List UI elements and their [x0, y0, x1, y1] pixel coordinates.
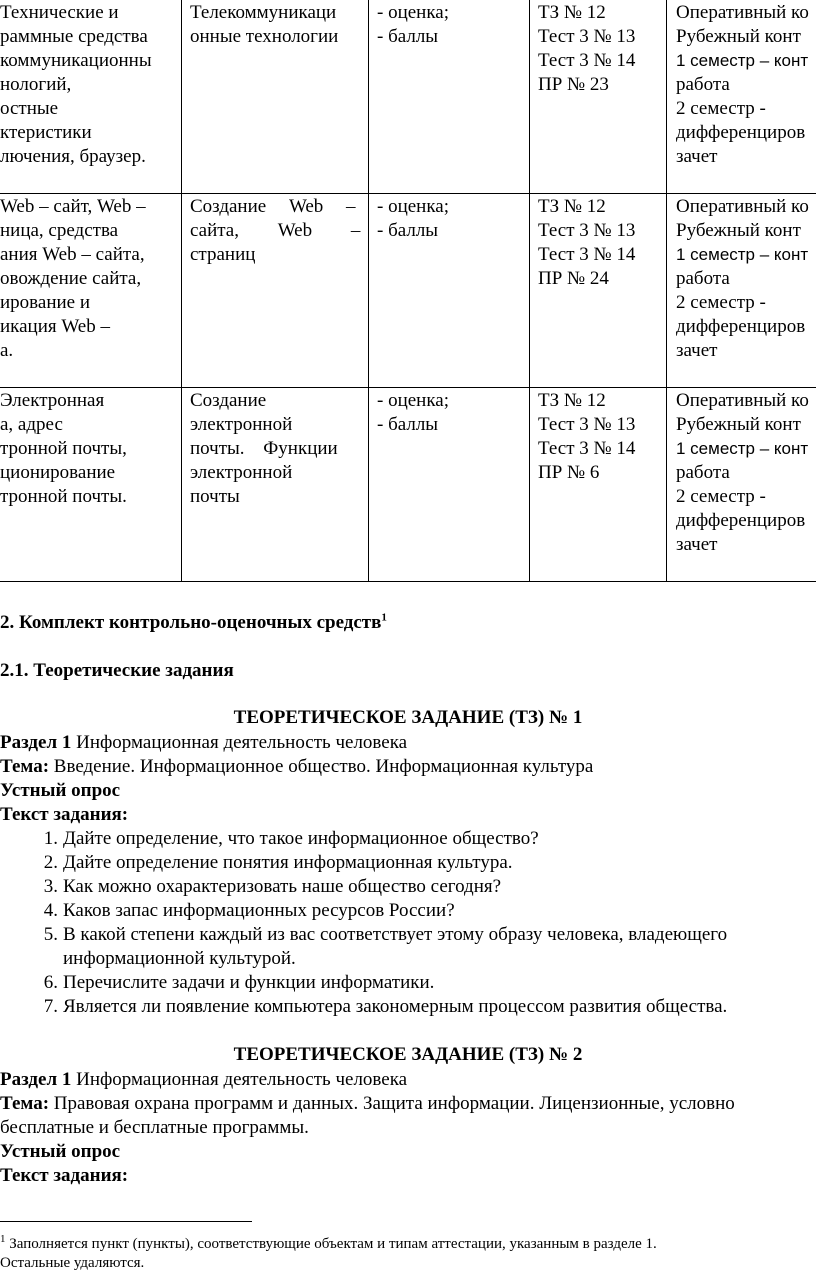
footnote-ref: 1: [381, 611, 387, 624]
list-item: [0, 995, 816, 1019]
cell-line: коммуникационны: [0, 50, 152, 71]
cell-line: почты: [190, 486, 240, 507]
table-col-rule: [529, 0, 530, 582]
cell-line: Оперативный ко: [676, 196, 809, 217]
cell-line: - баллы: [377, 26, 439, 47]
section-heading-text: 2. Комплект контрольно-оценочных средств: [0, 612, 382, 633]
table-col-rule: [666, 0, 667, 582]
list-number: 3.: [43, 876, 58, 897]
section-text: Информационная деятельность человека: [71, 1069, 408, 1090]
cell-line: тронной почты.: [0, 486, 127, 507]
list-item: [0, 899, 816, 923]
cell-line: - баллы: [377, 414, 439, 435]
cell-line: почты. Функции: [190, 438, 338, 459]
section-label: Раздел 1: [0, 732, 72, 753]
topic-label: Тема:: [0, 1093, 50, 1114]
cell-line: ТЗ № 12: [538, 2, 606, 23]
cell-line: Оперативный ко: [676, 390, 809, 411]
list-number: 1.: [43, 828, 58, 849]
control-type-cell: [676, 389, 816, 557]
section-text: Информационная деятельность человека: [71, 732, 408, 753]
control-type-cell: [676, 195, 816, 363]
subsection-heading: 2.1. Теоретические задания: [0, 660, 234, 681]
cell-line: Создание Web –: [190, 196, 356, 217]
cell-line: ционирование: [0, 462, 116, 483]
question-text: Дайте определение понятия информационная культура.: [63, 852, 513, 873]
section-label: Раздел 1: [0, 1069, 72, 1090]
question-text: Как можно охарактеризовать наше общество сегодня?: [63, 876, 502, 897]
topic-name-cell: [190, 1, 365, 49]
assessment-means-cell: [538, 389, 663, 485]
cell-line: 2 семестр -: [676, 486, 766, 507]
cell-line: дифференциров: [676, 510, 806, 531]
cell-line: ПР № 24: [538, 268, 609, 289]
list-number: 5.: [43, 924, 58, 945]
question-list: [0, 827, 816, 1019]
footnote-mark: 1: [0, 1233, 6, 1245]
task-section: [0, 1068, 407, 1092]
cell-line: - баллы: [377, 220, 439, 241]
task-topic-continued: бесплатные и бесплатные программы.: [0, 1117, 309, 1138]
topic-label: Тема:: [0, 756, 50, 777]
table-row-rule: [0, 581, 816, 582]
list-number: 2.: [43, 852, 58, 873]
cell-line: 1 семестр – конт: [676, 245, 809, 264]
cell-line: Тест 3 № 14: [538, 244, 636, 265]
cell-line: Рубежный конт: [676, 26, 801, 47]
task-text-label: Текст задания:: [0, 804, 129, 825]
cell-line: ирование и: [0, 292, 91, 313]
topic-text: Правовая охрана программ и данных. Защита информации. Лицензионные, условно: [49, 1093, 735, 1114]
footnote-continued: Остальные удаляются.: [0, 1255, 145, 1271]
topic-text: Введение. Информационное общество. Информационная культура: [49, 756, 594, 777]
task-topic: [0, 1092, 735, 1116]
topic-name-cell: [190, 195, 360, 267]
cell-line: ания Web – сайта,: [0, 244, 145, 265]
cell-line: икация Web –: [0, 316, 110, 337]
cell-line: онные технологии: [190, 26, 339, 47]
topic-content-cell: [0, 195, 178, 363]
cell-line: Тест 3 № 13: [538, 26, 636, 47]
assessment-means-cell: [538, 1, 663, 97]
cell-line: Оперативный ко: [676, 2, 809, 23]
list-item: [0, 827, 816, 851]
cell-line: Создание: [190, 390, 267, 411]
cell-line: работа: [676, 462, 730, 483]
cell-line: дифференциров: [676, 122, 806, 143]
cell-line: овождение сайта,: [0, 268, 142, 289]
cell-line: ТЗ № 12: [538, 196, 606, 217]
task-topic: [0, 755, 593, 779]
task-form: Устный опрос: [0, 1141, 121, 1162]
topic-name-cell: [190, 389, 360, 509]
cell-line: ктеристики: [0, 122, 92, 143]
cell-line: - оценка;: [377, 390, 450, 411]
task-title: ТЕОРЕТИЧЕСКОЕ ЗАДАНИЕ (ТЗ) № 2: [233, 1044, 583, 1065]
question-text: В какой степени каждый из вас соответствует этому образу человека, владеющего: [63, 924, 728, 945]
cell-line: Технические и: [0, 2, 119, 23]
result-type-cell: [377, 389, 527, 437]
cell-line: Web – сайт, Web –: [0, 196, 146, 217]
cell-line: зачет: [676, 146, 718, 167]
list-number: 6.: [43, 972, 58, 993]
result-type-cell: [377, 1, 527, 49]
question-text: Дайте определение, что такое информационное общество?: [63, 828, 539, 849]
cell-line: нологий,: [0, 74, 72, 95]
cell-line: лючения, браузер.: [0, 146, 146, 167]
cell-line: остные: [0, 98, 59, 119]
cell-line: Тест 3 № 14: [538, 50, 636, 71]
cell-line: зачет: [676, 340, 718, 361]
cell-line: дифференциров: [676, 316, 806, 337]
table-row-rule: [0, 387, 816, 388]
footnote-separator: [0, 1221, 252, 1222]
cell-line: Рубежный конт: [676, 414, 801, 435]
task-text-label: Текст задания:: [0, 1165, 129, 1186]
task-section: [0, 731, 407, 755]
topic-content-cell: [0, 389, 178, 509]
table-row-rule: [0, 193, 816, 194]
table-col-rule: [368, 0, 369, 582]
cell-line: ПР № 6: [538, 462, 600, 483]
cell-line: зачет: [676, 534, 718, 555]
list-number: 7.: [43, 996, 58, 1017]
cell-line: 1 семестр – конт: [676, 439, 809, 458]
cell-line: Тест 3 № 14: [538, 438, 636, 459]
cell-line: электронной: [190, 462, 293, 483]
cell-line: тронной почты,: [0, 438, 127, 459]
cell-line: 2 семестр -: [676, 292, 766, 313]
list-number: 4.: [43, 900, 58, 921]
list-item: [0, 875, 816, 899]
cell-line: - оценка;: [377, 2, 450, 23]
task-form: Устный опрос: [0, 780, 121, 801]
result-type-cell: [377, 195, 527, 243]
cell-line: а.: [0, 340, 14, 361]
question-text: Является ли появление компьютера закономерным процессом развития общества.: [63, 996, 728, 1017]
question-text: Каков запас информационных ресурсов России?: [63, 900, 455, 921]
cell-line: а, адрес: [0, 414, 63, 435]
cell-line: - оценка;: [377, 196, 450, 217]
cell-line: работа: [676, 268, 730, 289]
question-text: информационной культурой.: [63, 948, 296, 969]
control-type-cell: [676, 1, 816, 169]
list-item: [0, 971, 816, 995]
cell-line: Рубежный конт: [676, 220, 801, 241]
question-text: Перечислите задачи и функции информатики.: [63, 972, 435, 993]
cell-line: работа: [676, 74, 730, 95]
table-col-rule: [181, 0, 182, 582]
footnote: [0, 1235, 657, 1254]
cell-line: ТЗ № 12: [538, 390, 606, 411]
cell-line: Тест 3 № 13: [538, 414, 636, 435]
topic-content-cell: [0, 1, 178, 169]
footnote-text: Заполняется пункт (пункты), соответствующие объектам и типам аттестации, указанным в разделе 1.: [5, 1236, 657, 1252]
cell-line: страниц: [190, 244, 256, 265]
cell-line: ница, средства: [0, 220, 119, 241]
cell-line: Тест 3 № 13: [538, 220, 636, 241]
cell-line: Электронная: [0, 390, 105, 411]
cell-line: 1 семестр – конт: [676, 51, 809, 70]
cell-line: Телекоммуникаци: [190, 2, 337, 23]
assessment-means-cell: [538, 195, 663, 291]
cell-line: электронной: [190, 414, 293, 435]
cell-line: раммные средства: [0, 26, 148, 47]
task-title: ТЕОРЕТИЧЕСКОЕ ЗАДАНИЕ (ТЗ) № 1: [233, 707, 583, 728]
list-item: [0, 923, 816, 971]
list-item: [0, 851, 816, 875]
cell-line: ПР № 23: [538, 74, 609, 95]
cell-line: сайта, Web –: [190, 220, 361, 241]
section-heading: [0, 611, 387, 635]
cell-line: 2 семестр -: [676, 98, 766, 119]
